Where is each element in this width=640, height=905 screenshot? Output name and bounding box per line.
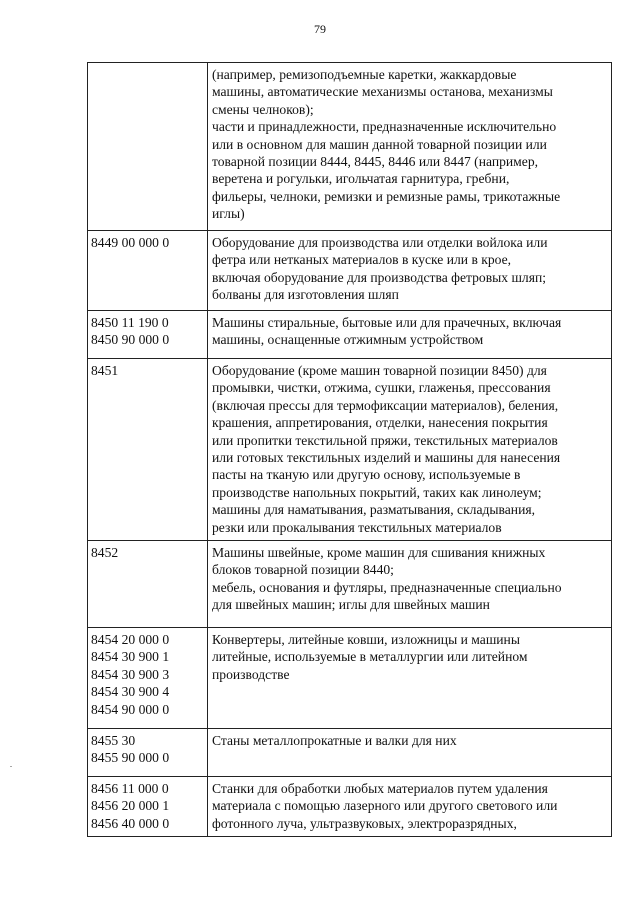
description-line: смены челноков); xyxy=(212,101,314,117)
tariff-code: 8450 11 190 0 xyxy=(91,315,169,330)
description-line: или пропитки текстильной пряжи, текстильных материалов xyxy=(212,432,558,448)
description-line: крашения, аппретирования, отделки, нанесения покрытия xyxy=(212,415,548,431)
description-line: материала с помощью лазерного или другого светового или xyxy=(212,798,558,814)
tariff-code: 8451 xyxy=(91,363,119,378)
description-line: или в основном для машин данной товарной позиции или xyxy=(212,136,547,152)
description-line: включая оборудование для производства фетровых шляп; xyxy=(212,269,547,285)
description-cell xyxy=(208,311,612,359)
description-line: Станки для обработки любых материалов путем удаления xyxy=(212,781,548,796)
tariff-code: 8454 90 000 0 xyxy=(91,701,170,717)
table-row xyxy=(88,359,612,541)
tariff-code: 8454 20 000 0 xyxy=(91,632,170,647)
tariff-table xyxy=(87,62,612,837)
table-row xyxy=(88,63,612,231)
tariff-code: 8450 90 000 0 xyxy=(91,332,170,348)
description-cell xyxy=(208,628,612,729)
description-line: Машины швейные, кроме машин для сшивания книжных xyxy=(212,545,546,560)
description-line: Оборудование (кроме машин товарной позиции 8450) для xyxy=(212,363,547,378)
description-cell xyxy=(208,729,612,777)
description-line: промывки, чистки, отжима, сушки, глаженья, прессования xyxy=(212,380,551,396)
description-line: Станы металлопрокатные и валки для них xyxy=(212,733,457,748)
tariff-code: 8454 30 900 1 xyxy=(91,649,170,665)
description-line: машины для наматывания, разматывания, складывания, xyxy=(212,502,536,518)
code-cell xyxy=(88,311,208,359)
description-line: части и принадлежности, предназначенные исключительно xyxy=(212,119,557,135)
description-line: пасты на тканую или другую основу, используемые в xyxy=(212,467,521,483)
description-line: Оборудование для производства или отделки войлока или xyxy=(212,235,548,250)
tariff-code: 8454 30 900 4 xyxy=(91,684,170,700)
description-line: для швейных машин; иглы для швейных машин xyxy=(212,597,490,613)
description-line: веретена и рогульки, игольчатая гарнитура, гребни, xyxy=(212,171,510,187)
tariff-code: 8454 30 900 3 xyxy=(91,666,170,682)
description-cell xyxy=(208,777,612,837)
description-line: резки или прокалывания текстильных материалов xyxy=(212,519,502,535)
description-cell xyxy=(208,231,612,311)
code-cell xyxy=(88,777,208,837)
description-line: производстве напольных покрытий, таких как линолеум; xyxy=(212,484,542,500)
description-line: Конвертеры, литейные ковши, изложницы и машины xyxy=(212,632,520,647)
tariff-code: 8456 40 000 0 xyxy=(91,815,170,831)
tariff-code: 8456 11 000 0 xyxy=(91,781,169,796)
code-cell xyxy=(88,63,208,231)
table-row xyxy=(88,231,612,311)
description-line: мебель, основания и футляры, предназначенные специально xyxy=(212,579,562,595)
description-line: или готовых текстильных изделий и машины для нанесения xyxy=(212,450,561,466)
table-row xyxy=(88,628,612,729)
code-cell xyxy=(88,541,208,628)
code-cell xyxy=(88,729,208,777)
description-cell xyxy=(208,359,612,541)
tariff-code: 8455 30 xyxy=(91,733,136,748)
page-number: 79 xyxy=(314,22,326,36)
description-line: производстве xyxy=(212,666,290,682)
description-line: машины, оснащенные отжимным устройством xyxy=(212,332,484,348)
table-row xyxy=(88,311,612,359)
description-line: фотонного луча, ультразвуковых, электроразрядных, xyxy=(212,815,517,831)
description-line: Машины стиральные, бытовые или для прачечных, включая xyxy=(212,315,562,330)
description-line: фильеры, челноки, ремизки и ремизные рамы, трикотажные xyxy=(212,188,561,204)
description-line: фетра или нетканых материалов в куске или в крое, xyxy=(212,252,512,268)
description-cell xyxy=(208,541,612,628)
margin-mark: . xyxy=(10,760,12,769)
description-line: болваны для изготовления шляп xyxy=(212,287,399,303)
description-line: литейные, используемые в металлургии или литейном xyxy=(212,649,528,665)
description-cell xyxy=(208,63,612,231)
tariff-code: 8456 20 000 1 xyxy=(91,798,170,814)
table-row xyxy=(88,777,612,837)
description-line: (включая прессы для термофиксации материалов), беления, xyxy=(212,397,559,413)
description-line: машины, автоматические механизмы останова, механизмы xyxy=(212,84,553,100)
description-line: (например, ремизоподъемные каретки, жаккардовые xyxy=(212,67,517,82)
table-row xyxy=(88,541,612,628)
code-cell xyxy=(88,628,208,729)
tariff-code: 8455 90 000 0 xyxy=(91,750,170,766)
code-cell xyxy=(88,359,208,541)
code-cell xyxy=(88,231,208,311)
tariff-code: 8452 xyxy=(91,545,119,560)
description-line: блоков товарной позиции 8440; xyxy=(212,562,394,578)
tariff-code: 8449 00 000 0 xyxy=(91,235,170,250)
description-line: иглы) xyxy=(212,206,245,222)
description-line: товарной позиции 8444, 8445, 8446 или 8447 (например, xyxy=(212,154,539,170)
table-row xyxy=(88,729,612,777)
